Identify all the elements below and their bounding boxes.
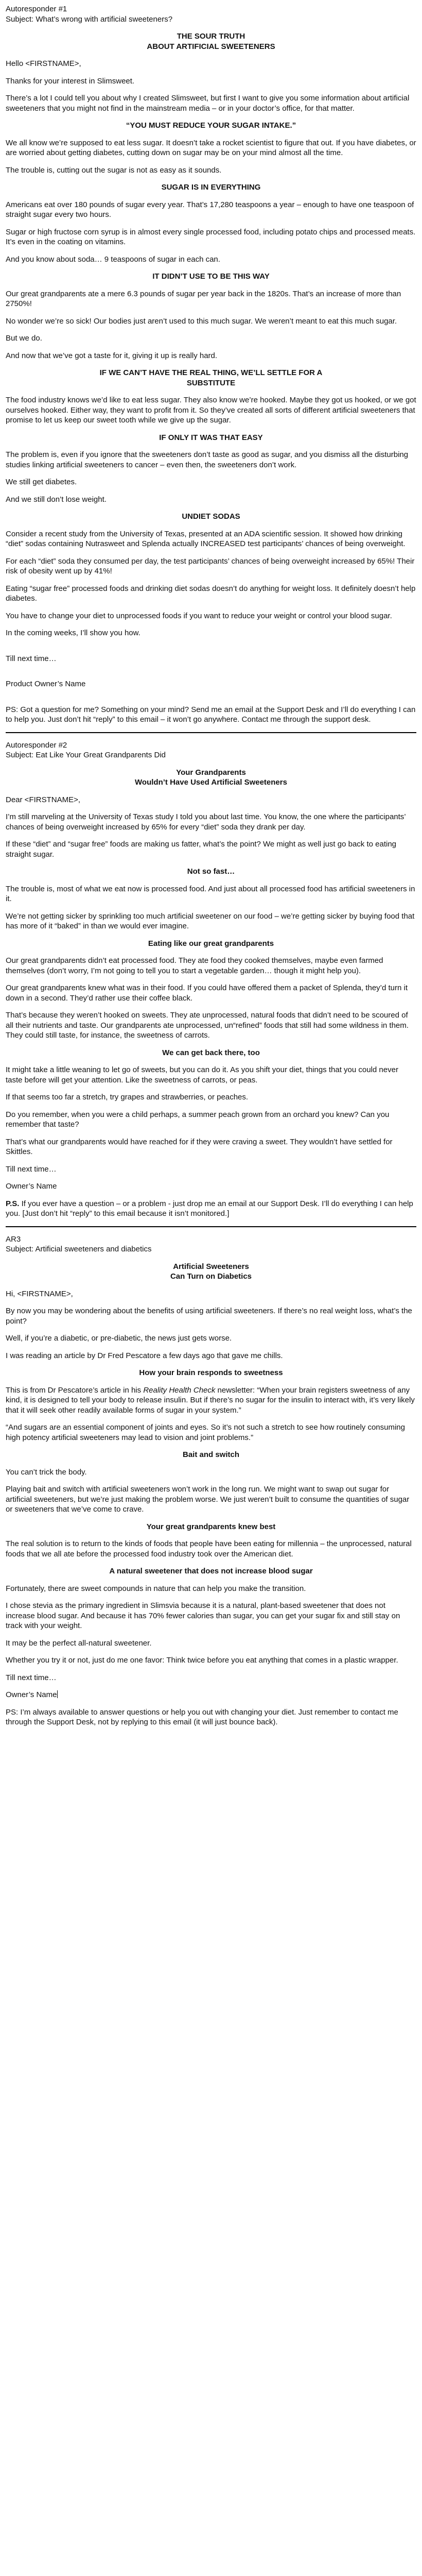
email-2-ps	[6, 1199, 416, 1219]
paragraph: Our great grandparents ate a mere 6.3 pounds of sugar per year back in the 1820s. That’s an increase of more than 2750%!	[6, 289, 401, 308]
section-heading: Not so fast…	[187, 867, 235, 876]
email-3-greeting: Hi, <FIRSTNAME>,	[6, 1289, 73, 1298]
section-heading: Your great grandparents knew best	[146, 1522, 276, 1531]
email-2-title-line2: Wouldn’t Have Used Artificial Sweeteners	[135, 778, 287, 787]
ps-label: P.S.	[6, 1199, 20, 1208]
email-2	[6, 740, 416, 1219]
paragraph: Well, if you’re a diabetic, or pre-diabetic, the news just gets worse.	[6, 1334, 232, 1343]
section-heading	[6, 368, 416, 388]
email-3-title	[6, 1262, 416, 1282]
paragraph-text: This is from Dr Pescatore’s article in his	[6, 1385, 144, 1395]
email-1-title-line1: THE SOUR TRUTH	[177, 32, 245, 41]
section-heading-line1: IF WE CAN’T HAVE THE REAL THING, WE’LL SETTLE FOR A	[99, 368, 323, 377]
paragraph: For each “diet” soda they consumed per day, the test participants’ chances of being overweight increased by 65%! Their risk of obesity went up by 41%!	[6, 556, 415, 575]
section-heading: Bait and switch	[182, 1450, 240, 1459]
paragraph: That’s because they weren’t hooked on sweets. They ate unprocessed, natural foods that didn’t need to be scoured of all their nutrients and taste. Our grandparents ate unprocessed, un“refined” foods that still had some wildness in them. They could still taste, for instance, the sweetness of carrots.	[6, 1011, 409, 1040]
email-3-closing: Till next time…	[6, 1673, 57, 1682]
spacer	[6, 697, 416, 705]
email-3-subject: Subject: Artificial sweeteners and diabetics	[6, 1245, 152, 1253]
section-heading: IT DIDN’T USE TO BE THIS WAY	[152, 272, 270, 281]
section-heading-line2: SUBSTITUTE	[186, 378, 236, 387]
ps-text: If you ever have a question – or a problem - just drop me an email at our Support Desk. I’ll do everything I can help you. [Just don’t hit “reply” to this email because it isn’t monitored.]	[6, 1199, 413, 1218]
email-1-ps: PS: Got a question for me? Something on your mind? Send me an email at the Support Desk and I’ll do everything I can to help you. Just don’t hit “reply” to this email – it won’t go anywhere. Contact me through the support desk.	[6, 705, 416, 724]
email-3-signature[interactable]	[6, 1690, 416, 1700]
section-heading: We can get back there, too	[162, 1048, 260, 1057]
paragraph: You can’t trick the body.	[6, 1467, 87, 1477]
email-1-subject: Subject: What’s wrong with artificial sweeteners?	[6, 14, 173, 24]
paragraph: I’m still marveling at the University of Texas study I told you about last time. You know, the one where the participants’ chances of being overweight increased by 65% for every “diet” soda they drank per day.	[6, 812, 406, 832]
email-2-label: Autoresponder #2	[6, 740, 67, 750]
paragraph: Our great grandparents didn’t eat processed food. They ate food they cooked themselves, maybe even farmed themselves (don’t worry, I’m not going to tell you to start a vegetable garden… though it might help you).	[6, 956, 383, 975]
paragraph: The food industry knows we’d like to eat less sugar. They also know we’re hooked. Maybe they got us hooked, or we got ourselves hooked. Either way, they want to profit from it. So they’ve created all sorts of different artificial sweeteners that promise to let us keep our sweet tooth while we give up the sugar.	[6, 396, 416, 425]
paragraph: The real solution is to return to the kinds of foods that people have been eating for millennia – the unprocessed, natural foods that we all ate before the processed food industry took over the American diet.	[6, 1539, 412, 1558]
paragraph: Our great grandparents knew what was in their food. If you could have offered them a packet of Splenda, they’d turn it down in a second. They’d rather use their coffee black.	[6, 984, 408, 1003]
email-2-subject: Subject: Eat Like Your Great Grandparents Did	[6, 751, 166, 759]
paragraph: We’re not getting sicker by sprinkling too much artificial sweetener on our food – we’re getting sicker by buying food that has more of it “baked” in than we would ever imagine.	[6, 911, 415, 930]
paragraph: Whether you try it or not, just do me one favor: Think twice before you eat anything that comes in a plastic wrapper.	[6, 1656, 398, 1665]
paragraph: Americans eat over 180 pounds of sugar every year. That’s 17,280 teaspoons a year – enough to have one teaspoon of straight sugar every two hours.	[6, 200, 414, 219]
paragraph: Eating “sugar free” processed foods and drinking diet sodas doesn’t do anything for weight loss. It definitely doesn’t help diabetes.	[6, 584, 416, 603]
email-2-title-line1: Your Grandparents	[176, 768, 246, 777]
paragraph: Do you remember, when you were a child perhaps, a summer peach grown from an orchard you knew? Can you remember that taste?	[6, 1110, 390, 1129]
paragraph: I was reading an article by Dr Fred Pescatore a few days ago that gave me chills.	[6, 1351, 283, 1360]
paragraph: You have to change your diet to unprocessed foods if you want to reduce your weight or control your blood sugar.	[6, 611, 392, 620]
section-heading: How your brain responds to sweetness	[139, 1368, 283, 1377]
paragraph: That’s what our grandparents would have reached for if they were craving a sweet. They wouldn’t have settled for Skittles.	[6, 1137, 393, 1156]
paragraph: Fortunately, there are sweet compounds in nature that can help you make the transition.	[6, 1584, 306, 1593]
paragraph: It might take a little weaning to let go of sweets, but you can do it. As you shift your diet, things that you could never taste before will get your attention. Like the sweetness of carrots, or peas.	[6, 1065, 398, 1084]
paragraph: And now that we’ve got a taste for it, giving it up is really hard.	[6, 351, 218, 360]
email-3-title-line1: Artificial Sweeteners	[173, 1262, 249, 1271]
paragraph: It may be the perfect all-natural sweetener.	[6, 1638, 152, 1648]
email-3-ps: PS: I’m always available to answer questions or help you out with changing your diet. Just remember to contact me through the Support Desk, not by replying to this email (it will just bounce back).	[6, 1707, 398, 1726]
paragraph: Consider a recent study from the University of Texas, presented at an ADA scientific session. It showed how drinking “diet” sodas containing Nutrasweet and Splenda actually INCREASED test participants’ chances of being overweight.	[6, 529, 406, 548]
divider	[6, 732, 416, 733]
email-1-greeting: Hello <FIRSTNAME>,	[6, 59, 81, 68]
email-2-signature: Owner’s Name	[6, 1182, 57, 1191]
text-cursor	[57, 1690, 58, 1698]
section-heading: “YOU MUST REDUCE YOUR SUGAR INTAKE.”	[126, 121, 296, 130]
email-2-closing: Till next time…	[6, 1164, 57, 1174]
paragraph: Sugar or high fructose corn syrup is in almost every single processed food, including potato chips and processed meats. It’s even in the coating on vitamins.	[6, 227, 416, 246]
paragraph: And you know about soda… 9 teaspoons of sugar in each can.	[6, 255, 220, 264]
paragraph: We all know we’re supposed to eat less sugar. It doesn’t take a rocket scientist to figure that out. If you have diabetes, or are worried about getting diabetes, cutting down on sugar may be on your mind almost all the time.	[6, 138, 416, 157]
paragraph: If that seems too far a stretch, try grapes and strawberries, or peaches.	[6, 1093, 249, 1101]
spacer	[6, 646, 416, 654]
paragraph: No wonder we’re so sick! Our bodies just aren’t used to this much sugar. We weren’t meant to eat this much sugar.	[6, 316, 397, 326]
email-1-closing: Till next time…	[6, 654, 57, 663]
signature-text: Owner’s Name	[6, 1690, 57, 1699]
email-2-title	[6, 768, 416, 788]
paragraph: “And sugars are an essential component of joints and eyes. So it’s not such a stretch to see how routinely consuming high potency artificial sweeteners may lead to vision and joint problems.”	[6, 1423, 405, 1442]
paragraph: There’s a lot I could tell you about why I created Slimsweet, but first I want to give you some information about artificial sweeteners that you might not find in the mainstream media – or in your doctor’s office, for that matter.	[6, 94, 410, 113]
paragraph: The problem is, even if you ignore that the sweeteners don’t taste as good as sugar, and you dismiss all the disturbing studies linking artificial sweeteners to cancer – even then, the sweeteners don’t work.	[6, 450, 409, 469]
paragraph-text: newsletter: “When your brain registers sweetness of any kind, it is designed to tell your body to release insulin. But if there’s no sugar for the insulin to interact with, it’s very likely that it will seek other readily available forms of sugar in your system.”	[6, 1385, 415, 1415]
section-heading: SUGAR IS IN EVERYTHING	[161, 183, 261, 192]
email-1-label: Autoresponder #1	[6, 5, 67, 13]
section-heading: IF ONLY IT WAS THAT EASY	[159, 433, 263, 442]
email-3	[6, 1234, 416, 1727]
paragraph	[6, 1385, 416, 1416]
paragraph: Playing bait and switch with artificial sweeteners won’t work in the long run. We might want to swap out sugar for artificial sweeteners, but we’re just making the problem worse. We just weren’t built to consume the quantities of sugar or sweeteners that we’ve come to crave.	[6, 1485, 410, 1514]
email-2-greeting: Dear <FIRSTNAME>,	[6, 795, 81, 804]
paragraph: But we do.	[6, 334, 42, 343]
email-1-title	[6, 31, 416, 52]
paragraph: Thanks for your interest in Slimsweet.	[6, 76, 135, 86]
divider	[6, 1226, 416, 1227]
paragraph: And we still don’t lose weight.	[6, 495, 107, 504]
paragraph: If these “diet” and “sugar free” foods are making us fatter, what’s the point? We might as well just go back to eating straight sugar.	[6, 840, 397, 859]
paragraph: The trouble is, most of what we eat now is processed food. And just about all processed food has artificial sweeteners in it.	[6, 884, 415, 903]
email-1	[6, 4, 416, 725]
email-3-title-line2: Can Turn on Diabetics	[170, 1272, 252, 1281]
email-1-title-line2: ABOUT ARTIFICIAL SWEETENERS	[147, 42, 275, 51]
section-heading: A natural sweetener that does not increase blood sugar	[109, 1567, 313, 1575]
paragraph: I chose stevia as the primary ingredient in Slimsvia because it is a natural, plant-based sweetener that does not increase blood sugar. And because it has 70% fewer calories than sugar, you can get your sugar fix and still stay on track with your weight.	[6, 1601, 400, 1630]
paragraph: By now you may be wondering about the benefits of using artificial sweeteners. If there’s no real weight loss, what’s the point?	[6, 1307, 412, 1326]
paragraph: In the coming weeks, I’ll show you how.	[6, 629, 140, 637]
email-1-signature: Product Owner’s Name	[6, 680, 86, 688]
paragraph: The trouble is, cutting out the sugar is not as easy as it sounds.	[6, 165, 222, 175]
spacer	[6, 671, 416, 679]
section-heading: UNDIET SODAS	[182, 512, 240, 521]
email-3-label: AR3	[6, 1234, 21, 1244]
newsletter-title: Reality Health Check	[143, 1385, 216, 1395]
section-heading: Eating like our great grandparents	[148, 939, 274, 948]
paragraph: We still get diabetes.	[6, 478, 77, 486]
